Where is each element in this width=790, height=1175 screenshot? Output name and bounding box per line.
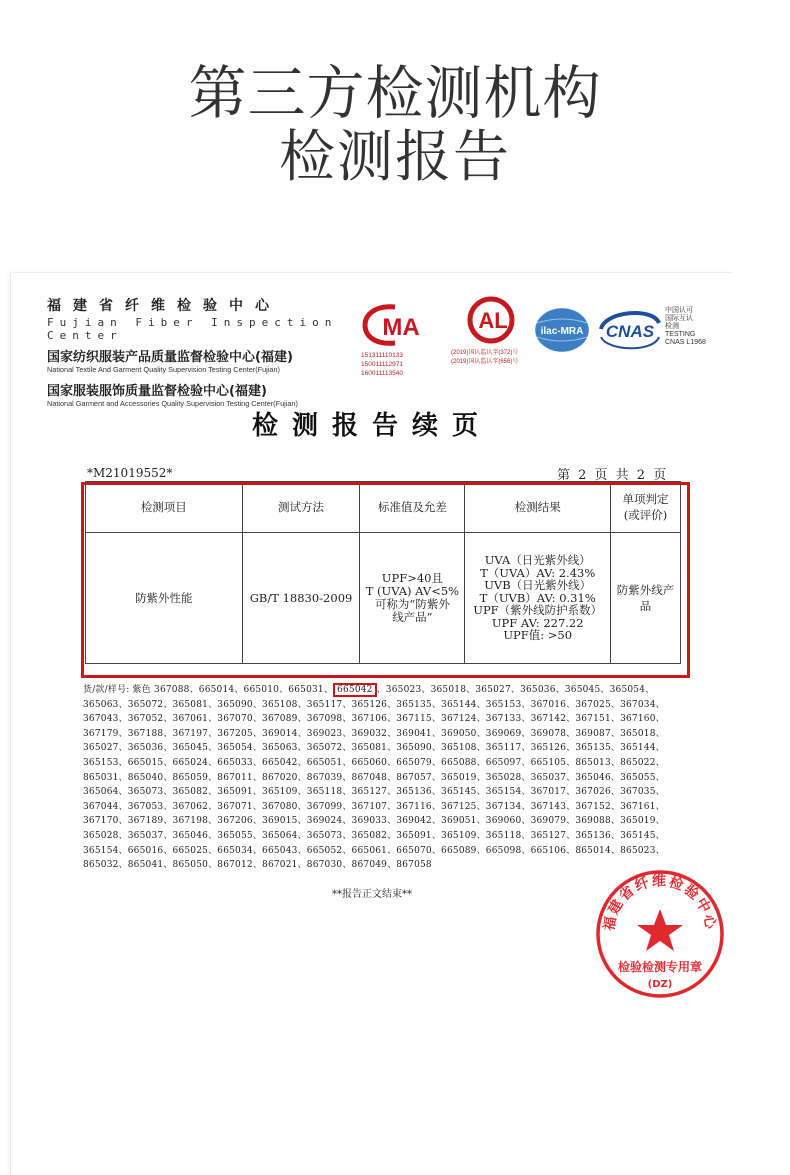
result-line: T（UVB）AV: 0.31% [479,590,596,605]
official-seal [593,867,727,1005]
org-header [47,295,347,408]
cnas-caption-2: 国际互认 [665,315,693,322]
cal-caption-2: (2019)国认监认字(656)号 [451,359,519,365]
svg-text:MA: MA [382,314,420,341]
sample-list: 、365023、365018、365027、365036、365045、365054、365063、365072、365081、365090、365108、365117、365126、365135、365144、365153、367016、367025、367034、367043、367052、367061、367070、367089、367098、367106、367115、367124、367133、367142、367151、367160、367179、367188、367197、367205、369014、369023、369032、369041、369050、369069、369078、369087、365018、365027、365036、365045、365054、365063、365072、365081、365090、365108、365117、365126、365135、365144、365153、665015、665024、665033、665042、665051、665060、665079、665088、665097、665105、865013、865022、865031、865040、865059、867011、867020、867039、867048、867057、365019、365028、365037、365046、365055、365064、365073、365082、365091、365109、365118、365127、365136、365145、365154、367017、367026、367035、367044、367053、367062、367071、367080、367099、367107、367116、367125、367134、367143、367152、367161、367170、367189、367198、367206、369015、369024、369033、369042、369051、369060、369079、369088、365019、365028、365037、365046、365055、365064、365073、365082、365091、365109、365118、365127、365136、365145、365154、665016、665025、665034、665043、665052、665061、665070、665089、665098、665106、865014、865023、865032、865041、865050、867012、867021、867030、867049、867058 [83,685,665,871]
cell-test-method: GB/T 18830-2009 [242,533,360,664]
center-name-cn-1: 国家纺织服装产品质量监督检验中心(福建) [47,350,293,365]
cma-code-2: 150011112971 [361,361,403,368]
judgement-line: 品 [639,599,652,613]
result-line: UPF值: >50 [503,628,573,643]
svg-text:(DZ): (DZ) [647,979,673,990]
cnas-caption-1: 中国认可 [665,307,693,314]
result-line: UVB（日光紫外线） [484,578,592,593]
cal-caption-1: (2019)国认监认字(372)号 [451,350,519,356]
result-line: UPF AV: 227.22 [491,615,584,630]
svg-text:检验检测专用章: 检验检测专用章 [617,960,703,974]
cma-code-3: 160011113540 [361,370,403,377]
cal-mark-icon [451,295,531,345]
center-name-en-2: National Garment and Accessories Quality Supervision Testing Center(Fujian) [47,399,298,408]
cnas-caption-5: CNAS L1968 [665,339,706,346]
report-end-note: **报告正文结束** [332,889,412,900]
standard-line: 可称为“防紫外 [374,597,450,611]
seal-stamp-icon [593,867,727,1001]
org-name-en: Fujian Fiber Inspection Center [47,316,338,342]
svg-text:福建省纤维检验中心: 福建省纤维检验中心 [601,873,719,933]
ilac-globe-icon [531,305,593,355]
cal-logo [451,295,531,367]
result-line: UPF（紫外线防护系数） [473,603,603,618]
center-name-en-1: National Textile And Garment Quality Supervision Testing Center(Fujian) [47,365,280,374]
center-name-cn-2: 国家服装服饰质量监督检验中心(福建) [47,384,267,399]
report-document [10,272,733,1175]
sample-numbers [83,683,683,873]
standard-line: UPF>40且 [381,571,443,585]
ilac-mra-logo [531,305,593,359]
header-judgement-line-1: 单项判定 [622,492,669,506]
cnas-logo [597,307,727,353]
header-test-method: 测试方法 [242,482,360,533]
svg-text:ilac-MRA: ilac-MRA [540,326,584,337]
cnas-caption-4: TESTING [665,331,696,338]
svg-text:AL: AL [478,308,508,333]
org-name-cn: 福建省纤维检验中心 [47,298,281,314]
cma-mark-icon [361,303,433,347]
cma-code-1: 151311110133 [361,352,403,359]
standard-line: 线产品” [392,610,433,624]
cell-test-item: 防紫外性能 [86,533,243,664]
header-standard: 标准值及允差 [360,482,465,533]
page-indicator: 第 2 页 共 2 页 [557,468,669,483]
hero-line-1: 第三方检测机构 [188,59,602,127]
result-line: UVA（日光紫外线） [484,553,591,568]
standard-line: T (UVA) AV<5% [365,584,460,598]
report-title: 检测报告续页 [251,411,492,441]
svg-text:CNAS: CNAS [605,322,655,341]
result-line: T（UVA）AV: 2.43% [480,565,596,580]
sample-prefix: 货/款/样号: 紫色 367088、665014、665010、665031、 [83,685,334,695]
hero-title [0,60,790,190]
cnas-mark-icon [597,307,663,353]
highlighted-sample-number: 665042 [333,683,377,697]
header-result: 检测结果 [465,482,611,533]
table-highlight-box [81,482,690,678]
header-judgement-line-2: (或评价) [623,508,668,522]
hero-line-2: 检测报告 [279,125,511,190]
header-test-item: 检测项目 [86,482,243,533]
report-number: *M21019552* [87,466,173,480]
cma-logo [361,303,433,378]
cnas-caption-3: 检测 [665,323,679,330]
judgement-line: 防紫外线产 [616,583,675,597]
